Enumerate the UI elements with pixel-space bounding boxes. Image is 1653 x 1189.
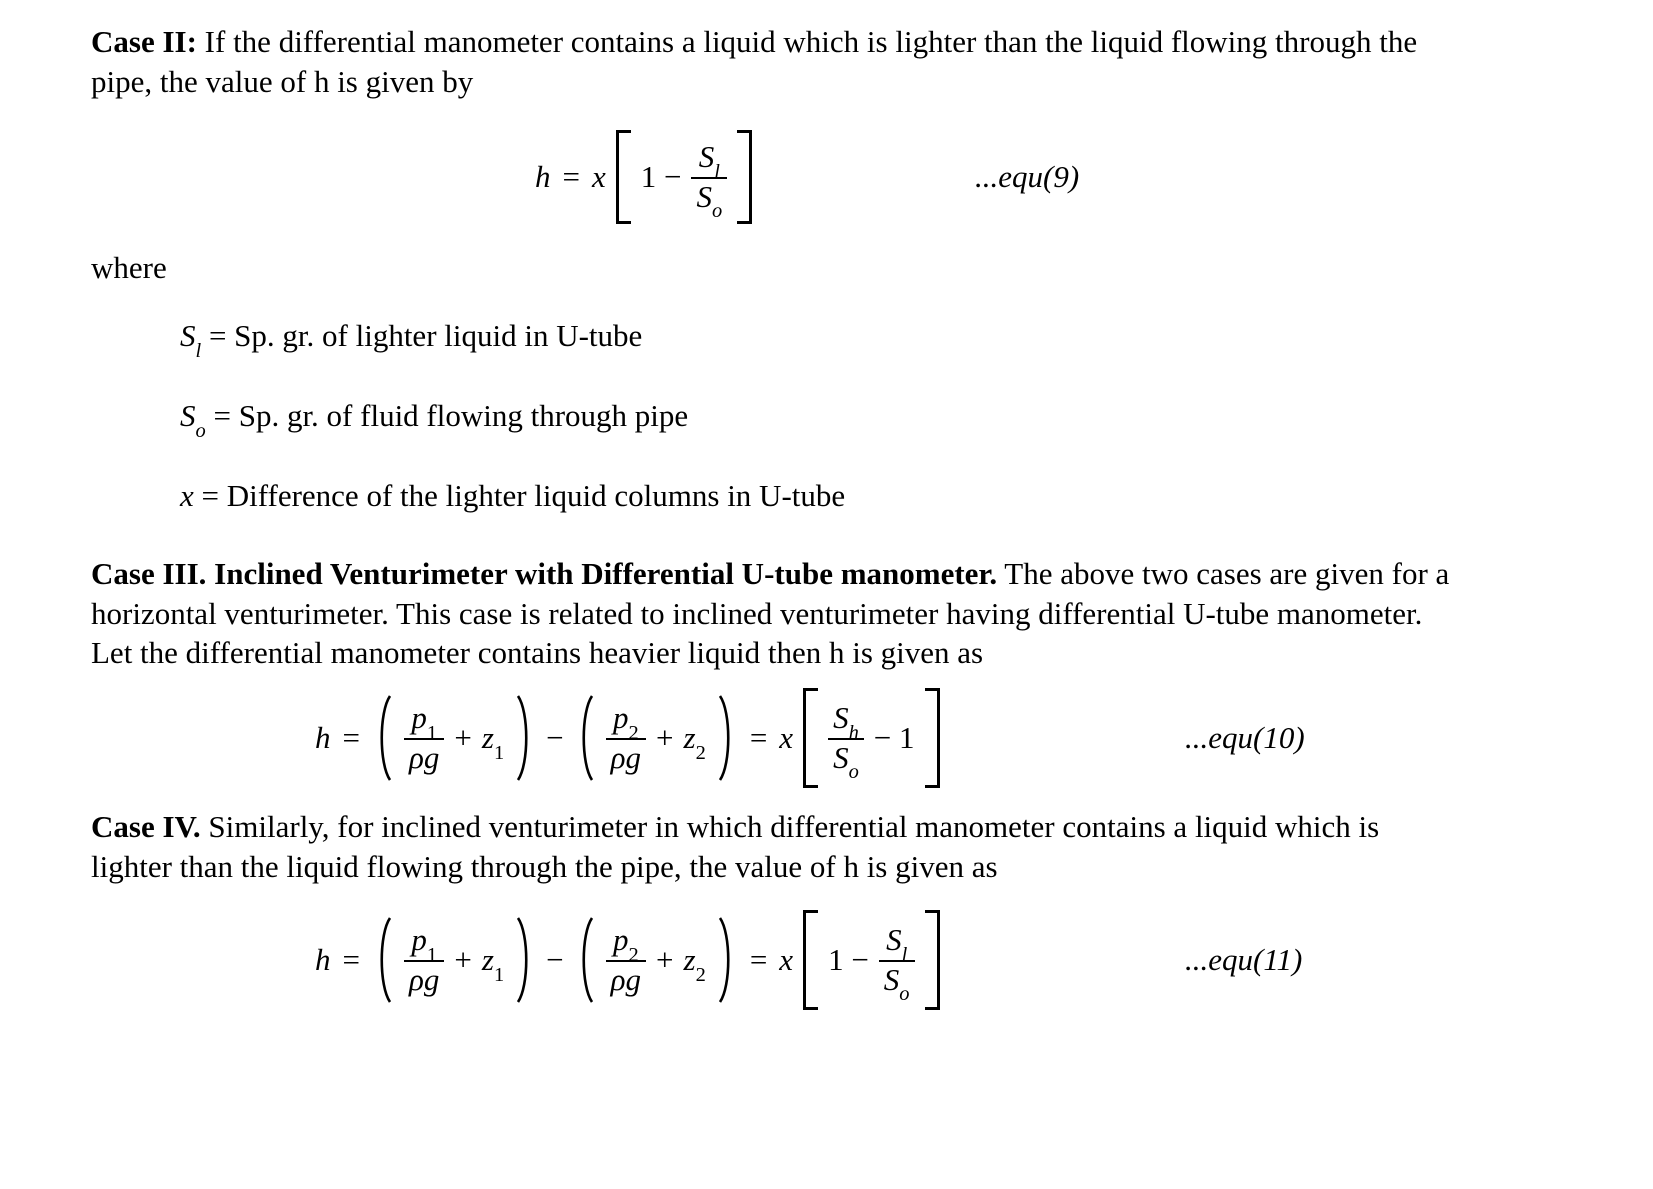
numerator-subscript: l <box>901 943 908 966</box>
numerator-subscript: 1 <box>426 943 438 966</box>
fraction-denominator <box>879 960 915 1006</box>
numerator-subscript: 2 <box>628 721 639 744</box>
case4-line2: lighter than the liquid flowing through the pipe, the value of h is given as <box>91 848 998 884</box>
left-square-bracket <box>616 130 631 224</box>
fraction-sh-so <box>828 699 864 784</box>
eq11-minus: − <box>546 942 564 977</box>
eq11-z2 <box>683 942 706 986</box>
z1-base: z <box>481 720 494 755</box>
eq11-plus1: + <box>454 942 472 977</box>
denominator-subscript: o <box>899 983 910 1006</box>
equation-11-label: ...equ(11) <box>1185 942 1303 977</box>
fraction-numerator <box>406 921 442 966</box>
case3-line1 <box>91 554 1449 594</box>
eq10-plus1: + <box>454 720 472 755</box>
right-square-bracket <box>925 688 940 788</box>
eq10-plus2: + <box>656 720 674 755</box>
fraction-sl-so <box>691 138 727 223</box>
definition-sl-base: S <box>180 318 196 353</box>
fraction-numerator <box>881 921 912 966</box>
denominator-base: S <box>696 178 712 214</box>
eq11-coeff: x <box>779 942 794 977</box>
eq10-bracket-tail: − 1 <box>873 720 915 755</box>
eq9-lhs: h <box>535 159 551 194</box>
numerator-subscript: 2 <box>628 943 639 966</box>
equation-10-label: ...equ(10) <box>1185 720 1305 755</box>
fraction-denominator: ρg <box>404 738 444 775</box>
definition-sl <box>180 316 643 362</box>
fraction-sl-so <box>879 921 915 1006</box>
equation-10-row <box>0 686 1653 790</box>
numerator-subscript: h <box>848 721 859 744</box>
case3-line1-text: The above two cases are given for a <box>997 556 1450 591</box>
case4-line1 <box>91 807 1379 847</box>
eq9-bracket-lead: 1 − <box>640 159 682 194</box>
left-paren <box>372 693 394 783</box>
z2-subscript: 2 <box>695 963 706 986</box>
fraction-denominator: ρg <box>404 960 444 997</box>
eq10-minus: − <box>546 720 564 755</box>
case2-line2: pipe, the value of h is given by <box>91 63 474 99</box>
fraction-p1-rhog <box>404 699 444 775</box>
eq9-equals: = <box>562 159 580 194</box>
eq10-lhs: h <box>315 720 331 755</box>
definition-x-base: x <box>180 478 194 513</box>
eq10-coeff: x <box>779 720 794 755</box>
eq11-bracket-lead: 1 − <box>828 942 869 977</box>
equation-9-label: ...equ(9) <box>975 159 1080 194</box>
equation-10 <box>315 688 940 788</box>
left-paren <box>574 693 596 783</box>
case2-paragraph <box>91 22 1417 101</box>
definition-so-base: S <box>180 398 196 433</box>
fraction-denominator <box>691 177 727 223</box>
numerator-base: p <box>411 699 427 735</box>
fraction-denominator: ρg <box>606 738 646 775</box>
right-paren <box>716 915 738 1005</box>
eq10-equals2: = <box>749 720 768 755</box>
fraction-denominator: ρg <box>606 960 646 997</box>
fraction-p1-rhog <box>404 921 444 997</box>
definition-x <box>180 476 845 516</box>
left-paren <box>574 915 596 1005</box>
eq11-equals: = <box>342 942 360 977</box>
eq10-equals: = <box>342 720 360 755</box>
equation-9-row <box>0 128 1653 226</box>
numerator-subscript: 1 <box>426 721 438 744</box>
right-square-bracket <box>737 130 752 224</box>
case2-label: Case II: <box>91 24 197 59</box>
numerator-base: p <box>612 699 629 735</box>
eq9-coeff: x <box>591 159 606 194</box>
definition-sl-subscript: l <box>195 339 202 362</box>
numerator-base: S <box>886 921 902 957</box>
denominator-base: S <box>883 961 900 997</box>
fraction-numerator <box>694 138 725 183</box>
right-square-bracket <box>925 910 940 1010</box>
fraction-p2-rhog <box>606 699 646 775</box>
right-paren <box>514 693 536 783</box>
z1-subscript: 1 <box>493 963 505 986</box>
denominator-subscript: o <box>848 761 859 784</box>
z1-base: z <box>481 942 494 977</box>
case3-line2: horizontal venturimeter. This case is related to inclined venturimeter having differential U-tube manometer. <box>91 595 1423 631</box>
definition-so-subscript: o <box>195 419 206 442</box>
fraction-numerator <box>828 699 864 744</box>
numerator-base: S <box>833 699 849 735</box>
z2-base: z <box>683 720 696 755</box>
right-paren <box>716 693 738 783</box>
left-square-bracket <box>803 688 818 788</box>
denominator-base: S <box>833 739 849 775</box>
z1-subscript: 1 <box>493 741 505 764</box>
z2-base: z <box>683 942 696 977</box>
fraction-numerator <box>608 921 644 966</box>
definition-x-text: = Difference of the lighter liquid columns in U-tube <box>193 478 846 513</box>
numerator-subscript: l <box>714 160 720 183</box>
fraction-p2-rhog <box>606 921 646 997</box>
equation-11 <box>315 910 940 1010</box>
equation-9 <box>535 130 752 224</box>
eq10-z1 <box>481 720 505 764</box>
case3-paragraph <box>91 554 1449 673</box>
left-paren <box>372 915 394 1005</box>
z2-subscript: 2 <box>695 741 706 764</box>
left-square-bracket <box>803 910 818 1010</box>
numerator-base: S <box>698 138 715 174</box>
numerator-base: p <box>612 921 629 957</box>
case3-label: Case III. Inclined Venturimeter with Differential U-tube manometer. <box>91 556 998 591</box>
case2-line1 <box>91 22 1417 62</box>
right-paren <box>514 915 536 1005</box>
eq10-z2 <box>683 720 706 764</box>
eq11-z1 <box>481 942 505 986</box>
case3-line3: Let the differential manometer contains heavier liquid then h is given as <box>91 635 984 670</box>
definition-so-text: = Sp. gr. of fluid flowing through pipe <box>205 398 689 433</box>
numerator-base: p <box>411 921 427 957</box>
case4-label: Case IV. <box>91 809 201 844</box>
fraction-numerator <box>406 699 442 744</box>
fraction-numerator <box>608 699 644 744</box>
eq11-equals2: = <box>749 942 768 977</box>
denominator-subscript: o <box>711 200 723 223</box>
case4-line1-text: Similarly, for inclined venturimeter in which differential manometer contains a liquid which is <box>200 809 1380 844</box>
eq11-lhs: h <box>315 942 331 977</box>
where-label: where <box>91 250 167 285</box>
equation-11-row <box>0 908 1653 1012</box>
case2-line1-text: If the differential manometer contains a liquid which is lighter than the liquid flowing through the <box>196 24 1418 59</box>
eq11-plus2: + <box>656 942 674 977</box>
definition-sl-text: = Sp. gr. of lighter liquid in U-tube <box>201 318 643 353</box>
definition-so <box>180 396 689 442</box>
case4-paragraph <box>91 807 1379 886</box>
